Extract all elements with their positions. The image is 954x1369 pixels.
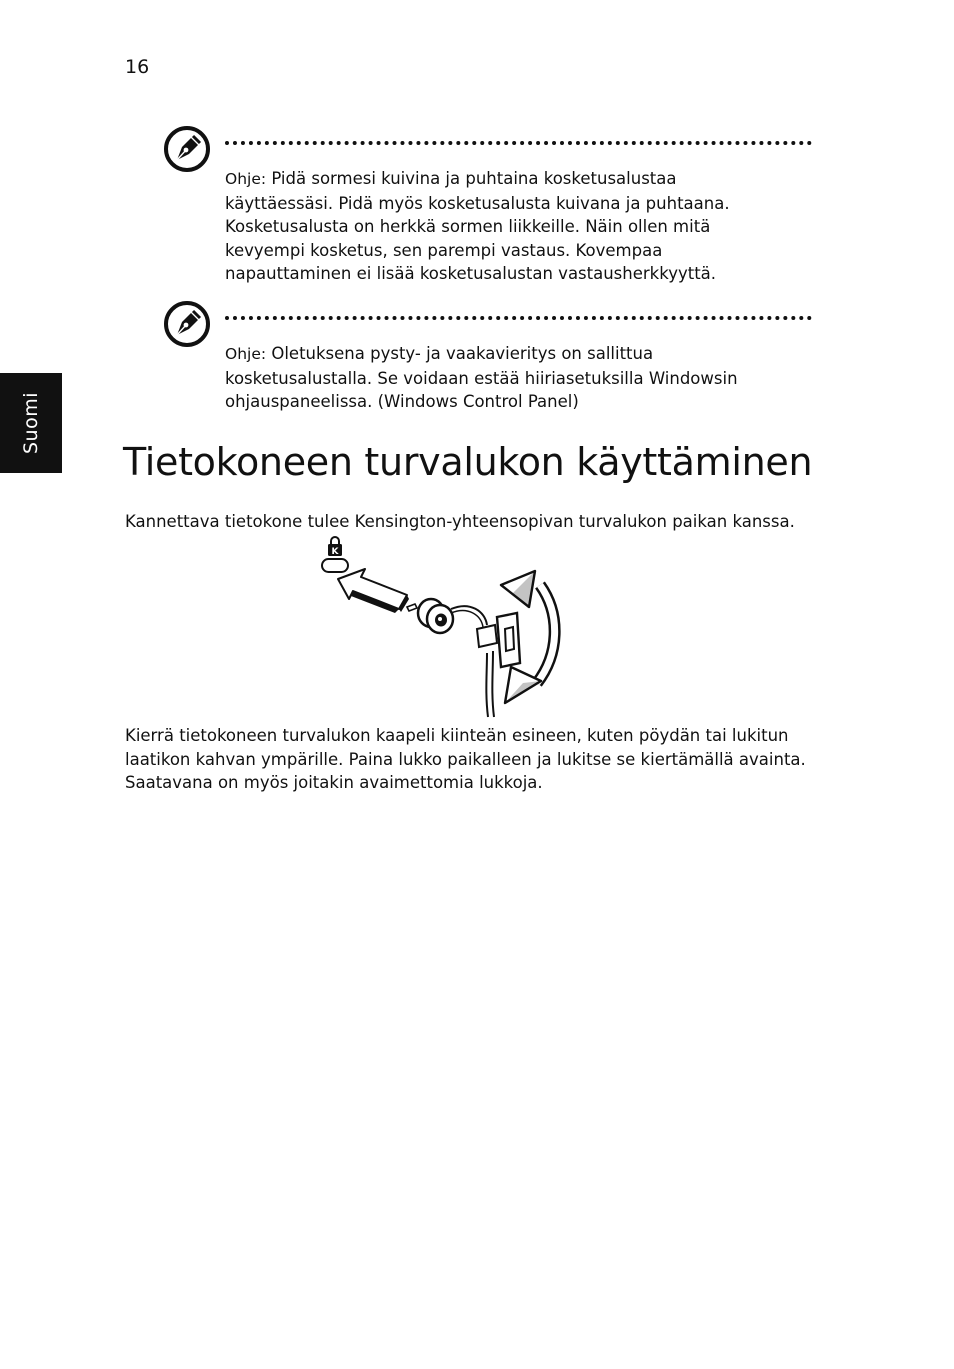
- note-body: Oletuksena pysty- ja vaakavieritys on sallittua kosketusalustalla. Se voidaan estää hiiriasetuksilla Windowsin ohjauspaneelissa. (Windows Control Panel): [225, 344, 738, 411]
- section-body: Kierrä tietokoneen turvalukon kaapeli kiinteän esineen, kuten pöydän tai lukitun laatikon kahvan ympärille. Paina lukko paikalleen ja lukitse se kiertämällä avainta. Saatavana on myös joitakin avaimettomia lukkoja.: [125, 726, 806, 792]
- language-tab: [0, 373, 62, 473]
- note-pen-icon: [162, 299, 212, 349]
- note-label: Ohje:: [225, 170, 267, 188]
- note-divider: [225, 316, 812, 320]
- language-tab-label: Suomi: [20, 391, 42, 455]
- section-intro: Kannettava tietokone tulee Kensington-yhteensopivan turvalukon paikan kanssa.: [125, 512, 795, 531]
- note-body: Pidä sormesi kuivina ja puhtaina kosketusalustaa käyttäessäsi. Pidä myös kosketusalusta kuivana ja puhtaana. Kosketusalusta on herkkä sormen liikkeille. Näin ollen mitä kevyempi kosketus, sen parempi vastaus. Kovempaa napauttaminen ei lisää kosketusalustan vastausherkkyyttä.: [225, 169, 730, 283]
- note-pen-icon: [162, 124, 212, 174]
- note-divider: [225, 141, 812, 145]
- note-text: [225, 167, 765, 286]
- kensington-lock-illustration: [315, 533, 565, 718]
- lock-badge-icon: [328, 537, 342, 557]
- page-number: 16: [125, 56, 150, 78]
- section-title: Tietokoneen turvalukon käyttäminen: [123, 440, 813, 484]
- note-text: [225, 342, 765, 414]
- note-label: Ohje:: [225, 345, 267, 363]
- svg-text:K: K: [331, 547, 339, 557]
